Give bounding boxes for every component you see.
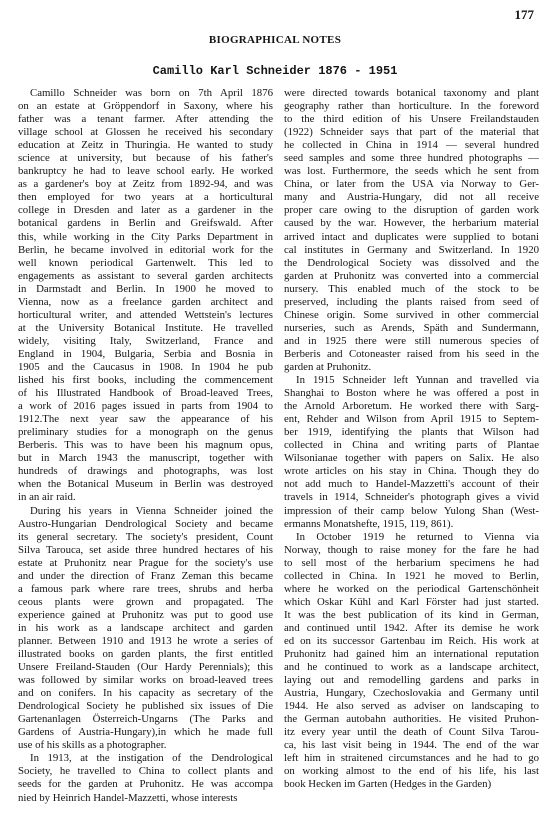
text-line: not add much to Handel-Mazzetti's account of their <box>284 478 539 491</box>
text-line: college in Dresden and later as a gardener in the <box>18 204 273 217</box>
text-line: Camillo Schneider was born on 7th April 1876 <box>30 87 273 99</box>
text-line: the German autobahn authorities. He visited Pruhon- <box>284 713 539 726</box>
text-line: he collected in China in 1914 — several hundred <box>284 139 539 152</box>
text-line: 1912.The next year saw the appearance of his <box>18 413 273 426</box>
text-line: ca, his last visit being in 1944. The end of the war <box>284 739 539 752</box>
text-line: bankruptcy he had to leave school early. He worked <box>18 165 273 178</box>
text-line: nurseries, such as Arends, Späth and Sundermann, <box>284 321 539 334</box>
text-line: seed samples and some three hundred photographs — <box>284 152 539 165</box>
text-line: engagements as assistant to several garden architects <box>18 269 273 282</box>
paragraph <box>284 531 539 792</box>
paragraph <box>18 87 273 505</box>
text-line: Dendrological Society he published six issues of Die <box>18 700 273 713</box>
text-line: 1944. He also served as adviser on landscaping to <box>284 700 539 713</box>
text-line: but in March 1943 the manuscript, together with <box>18 452 273 465</box>
text-line: experience gained at Pruhonitz was put to good use <box>18 608 273 621</box>
text-line: ber 1919, identifying the plants that Wilson had <box>284 426 539 439</box>
text-line: a famous park where rare trees, shrubs and herba <box>18 582 273 595</box>
text-line: hundreds of drawings and photographs, was lost <box>18 465 273 478</box>
text-line: this, while working in the City Parks Department in <box>18 230 273 243</box>
text-line: arrived intact and duplicates were supplied to botani <box>284 230 539 243</box>
text-line: use of his skills as a photographer. <box>18 739 167 752</box>
text-line: was followed by similar works on broad-leaved trees <box>18 674 273 687</box>
text-line: ed on its successor Gartenbau im Reich. His work at <box>284 634 539 647</box>
text-line: ermanns Monatshefte, 1915, 119, 861). <box>284 517 454 530</box>
text-line: illustrated books on garden plants, the first entitled <box>18 648 273 661</box>
text-line: Unsere Freiland-Stauden (Our Hardy Perennials); this <box>18 661 273 674</box>
text-line: well known periodical Gartenwelt. This led to <box>18 256 273 269</box>
text-line: nursery. This enabled much of the stock to be <box>284 282 539 295</box>
text-line: Chinese origin. Some survived in other commercial <box>284 308 539 321</box>
text-line: cal institutes in Germany and Switzerland. In 1920 <box>284 243 539 256</box>
text-line: village school at Glossen he received his secondary <box>18 126 273 139</box>
page-number: 177 <box>514 7 534 22</box>
text-line: many and Austria-Hungary, did not all receive <box>284 191 539 204</box>
text-line: preserved, including the plants raised from seed of <box>284 295 539 308</box>
text-line: China, or later from the USA via Norway to Ger- <box>284 178 539 191</box>
text-line: were directed towards botanical taxonomy and plant <box>284 87 539 99</box>
text-line: nied by Heinrich Handel-Mazzetti, whose interests <box>18 791 238 804</box>
text-line: wrote articles on his stay in China. Though they do <box>284 465 539 478</box>
text-line: Pruhonitz had gained him an international reputation <box>284 648 539 661</box>
text-line: seeds for the garden at Pruhonitz. He was accompa <box>18 778 273 791</box>
text-line: planner. Between 1910 and 1913 he wrote a series of <box>18 634 273 647</box>
text-line: geography rather than horticulture. In the foreword <box>284 100 539 113</box>
paragraph <box>284 374 539 531</box>
text-line: horticultural writer, and attended Wettstein's lectures <box>18 308 273 321</box>
text-line: collected in China and writing parts of Plantae <box>284 439 539 452</box>
text-line: in an air raid. <box>18 491 76 504</box>
text-line: itz every year until the death of Count Silva Tarou- <box>284 726 539 739</box>
text-line: In 1915 Schneider left Yunnan and travelled via <box>296 374 539 387</box>
text-line: its general secretary. The society's president, Count <box>18 530 273 543</box>
text-line: Vienna, now as a freelance garden architect and <box>18 295 273 308</box>
text-line: Wilsonianae together with papers on Salix. He also <box>284 452 539 465</box>
text-line: lished his first books, including the commencement <box>18 374 273 387</box>
text-line: Berberis. This was to have been his magnum opus, <box>18 439 273 452</box>
text-line: impression of their camp below Yulong Shan (West- <box>284 504 539 517</box>
text-line: book Hecken im Garten (Hedges in the Garden) <box>284 778 492 791</box>
text-line: which Oskar Kühl and Karl Förster had just started. <box>284 595 539 608</box>
text-line: and he continued to work as a landscape architect, <box>284 661 539 674</box>
paragraph <box>18 752 273 804</box>
text-line: and continued until 1942. After its demise he work <box>284 621 539 634</box>
text-line: the Dendrological Society was dissolved and the <box>284 256 539 269</box>
text-line: ceous plants were grown and propagated. The <box>18 595 273 608</box>
text-line: education at Zeitz in Thuringia. He wanted to study <box>18 139 273 152</box>
text-line: at the University Botanical Institute. He travelled <box>18 321 273 334</box>
text-line: Berlin, he became involved in editorial work for the <box>18 243 273 256</box>
text-line: on working almost to the end of his life, his last <box>284 765 539 778</box>
text-line: Austria, Hungary, Czechoslovakia and Germany until <box>284 687 539 700</box>
text-line: and under the direction of Franz Zeman this became <box>18 569 273 582</box>
text-line: father was a tenant farmer. After attending the <box>18 113 273 126</box>
text-line: as a gardener's boy at Zeitz from 1892-94, and was <box>18 178 273 191</box>
section-heading: BIOGRAPHICAL NOTES <box>208 34 342 46</box>
text-line: collected in China. In 1921 he moved to Berlin, <box>284 569 539 582</box>
text-line: a work of 2016 pages issued in parts from 1904 to <box>18 400 273 413</box>
text-line: where he worked on the periodical Gartenschönheit <box>284 582 539 595</box>
text-line: and in 1925 there were still numerous species of <box>284 334 539 347</box>
text-line: to the third edition of his Unsere Freilandstauden <box>284 113 539 126</box>
text-line: Gardens of Austria-Hungary),in which he made full <box>18 726 273 739</box>
text-line: widely, visiting Italy, Switzerland, France and <box>18 334 273 347</box>
text-line: Gartenanlagen Österreich-Ungarns (The Parks and <box>18 713 273 726</box>
text-line: the Arnold Arboretum. He worked there with Sarg- <box>284 400 539 413</box>
text-line: when the Botanical Museum in Berlin was destroyed <box>18 478 273 491</box>
text-line: in his work as a landscape architect and garden <box>18 621 273 634</box>
text-line: During his years in Vienna Schneider joined the <box>30 504 273 517</box>
text-line: Austro-Hungarian Dendrological Society and became <box>18 517 273 530</box>
text-line: Society, he travelled to China to collect plants and <box>18 765 273 778</box>
text-line: proper care owing to the disruption of garden work <box>284 204 539 217</box>
text-line: 1905 and the Caucasus in 1908. In 1904 he pub <box>18 360 273 373</box>
text-line: in Darmstadt and Berlin. In 1900 he moved to <box>18 282 273 295</box>
text-line: on an estate at Gröppendorf in Saxony, where his <box>18 100 273 113</box>
text-line: of his Illustrated Handbook of Broad-leaved Trees, <box>18 387 273 400</box>
text-line: Berberis and Cotoneaster raised from his seed in the <box>284 347 539 360</box>
right-text-column <box>284 87 539 792</box>
text-line: science at university, but because of his father's <box>18 152 273 165</box>
text-line: garden at Pruhonitz. <box>284 360 372 373</box>
text-line: Shanghai to Boston where he was offered a post in <box>284 387 539 400</box>
text-line: to sell most of the herbarium specimens he had <box>284 556 539 569</box>
left-text-column <box>18 87 273 805</box>
paragraph <box>284 87 539 374</box>
text-line: and on conifers. In his capacity as secretary of the <box>18 687 273 700</box>
text-line: estate at Pruhonitz near Prague for the society's use <box>18 556 273 569</box>
text-line: preliminary studies for a monograph on the genus <box>18 426 273 439</box>
article-title: Camillo Karl Schneider 1876 - 1951 <box>152 64 398 78</box>
text-line: travels in 1914, Schneider's photograph gives a vivid <box>284 491 539 504</box>
text-line: In 1913, at the instigation of the Dendrological <box>30 752 273 765</box>
text-line: England in 1904, Bulgaria, Serbia and Bosnia in <box>18 347 273 360</box>
text-line: (1922) Schneider says that part of the material that <box>284 126 539 139</box>
text-line: In October 1919 he returned to Vienna via <box>296 530 539 543</box>
text-line: left him in straitened circumstances and he had to go <box>284 752 539 765</box>
text-line: ent, Rehder and Wilson from April 1915 to Septem- <box>284 413 539 426</box>
text-line: It was the best publication of its kind in German, <box>284 608 539 621</box>
paragraph <box>18 505 273 753</box>
text-line: then employed for two years at a horticultural <box>18 191 273 204</box>
text-line: Silva Tarouca, set aside three hundred hectares of his <box>18 543 273 556</box>
text-line: was lost. Furthermore, the seeds which he sent from <box>284 165 539 178</box>
text-line: garden at Pruhonitz was converted into a commercial <box>284 269 539 282</box>
text-line: caused by the war. However, the herbarium material <box>284 217 539 230</box>
text-line: botanical gardens in Berlin and Greifswald. After <box>18 217 273 230</box>
text-line: laying out and remodelling gardens and parks in <box>284 674 539 687</box>
text-line: Norway, though to raise money for the fare he had <box>284 543 539 556</box>
